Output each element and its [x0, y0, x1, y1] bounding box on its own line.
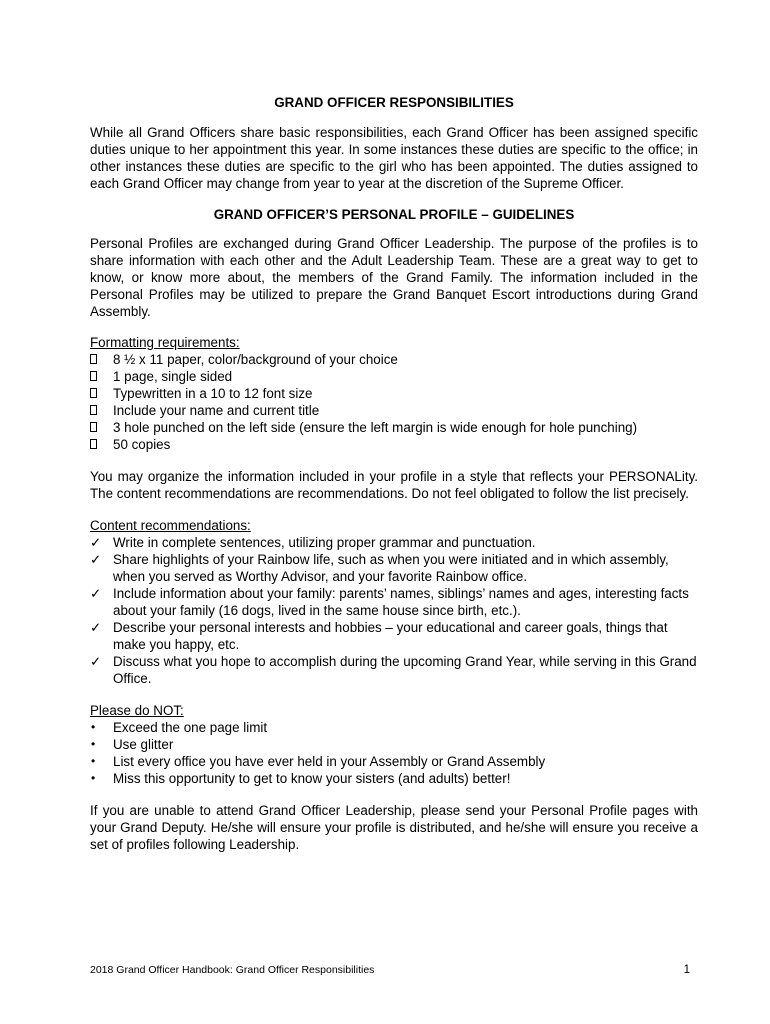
- list-item-text: 1 page, single sided: [113, 369, 233, 384]
- page-title: GRAND OFFICER RESPONSIBILITIES: [274, 95, 514, 110]
- checkmark-icon: ✓: [90, 620, 102, 635]
- do-not-list: [90, 719, 698, 787]
- list-item: [90, 585, 698, 619]
- checkmark-icon: ✓: [90, 552, 102, 567]
- list-item: [90, 436, 698, 453]
- list-item-text: Include information about your family: parents’ names, siblings’ names and ages, interesting facts about your family (16 dogs, lived in the same house since birth, etc.).: [113, 586, 689, 618]
- bullet-icon: •: [91, 771, 96, 785]
- list-item-text: Describe your personal interests and hobbies – your educational and career goals, things that make you happy, etc.: [113, 620, 668, 652]
- checkbox-square-icon: [90, 436, 108, 453]
- list-item-text: Typewritten in a 10 to 12 font size: [113, 386, 313, 401]
- page-footer: [90, 963, 698, 977]
- formatting-label: Formatting requirements:: [90, 335, 240, 350]
- bullet-icon: •: [91, 754, 96, 768]
- page-number: 1: [683, 964, 690, 976]
- list-item-text: 8 ½ x 11 paper, color/background of your choice: [113, 352, 398, 367]
- list-item-text: Include your name and current title: [113, 403, 320, 418]
- checkbox-square-icon: [90, 402, 108, 419]
- profile-paragraph: Personal Profiles are exchanged during Grand Officer Leadership. The purpose of the profiles is to share information with each other and the Adult Leadership Team. These are a great way to get to know, or know more about, the members of the Grand Family. The information included in the Personal Profiles may be utilized to prepare the Grand Banquet Escort introductions during Grand Assembly.: [90, 236, 698, 319]
- list-item: [90, 551, 698, 585]
- list-item: [90, 351, 698, 368]
- list-item-text: Share highlights of your Rainbow life, such as when you were initiated and in which assembly, when you served as Worthy Advisor, and your favorite Rainbow office.: [113, 552, 669, 584]
- list-item: [90, 736, 698, 753]
- list-item: [90, 619, 698, 653]
- checkbox-square-icon: [90, 368, 108, 385]
- checkmark-icon: ✓: [90, 535, 102, 550]
- content-section: [90, 517, 698, 687]
- list-item-text: 50 copies: [113, 437, 171, 452]
- list-item: [90, 402, 698, 419]
- list-item-text: 3 hole punched on the left side (ensure the left margin is wide enough for hole punching): [113, 420, 638, 435]
- checkmark-icon: ✓: [90, 586, 102, 601]
- list-item-text: Exceed the one page limit: [113, 720, 268, 735]
- list-item: [90, 770, 698, 787]
- checkbox-square-icon: [90, 419, 108, 436]
- list-item: [90, 653, 698, 687]
- list-item: [90, 753, 698, 770]
- do-not-label: Please do NOT:: [90, 703, 184, 718]
- bullet-icon: •: [91, 720, 96, 734]
- content-list: [90, 534, 698, 687]
- list-item-text: Miss this opportunity to get to know your sisters (and adults) better!: [113, 771, 511, 786]
- list-item: [90, 419, 698, 436]
- list-item: [90, 719, 698, 736]
- list-item-text: List every office you have ever held in your Assembly or Grand Assembly: [113, 754, 546, 769]
- intro-paragraph: While all Grand Officers share basic responsibilities, each Grand Officer has been assigned specific duties unique to her appointment this year. In some instances these duties are specific to the office; in other instances these duties are specific to the girl who has been appointed. The duties assigned to each Grand Officer may change from year to year at the discretion of the Supreme Officer.: [90, 125, 698, 191]
- content-label: Content recommendations:: [90, 518, 251, 533]
- bullet-icon: •: [91, 737, 96, 751]
- do-not-section: [90, 702, 698, 787]
- list-item: [90, 385, 698, 402]
- formatting-list: [90, 351, 698, 453]
- list-item-text: Use glitter: [113, 737, 174, 752]
- list-item-text: Discuss what you hope to accomplish during the upcoming Grand Year, while serving in this Grand Office.: [113, 654, 697, 686]
- profile-heading: GRAND OFFICER’S PERSONAL PROFILE – GUIDELINES: [213, 207, 575, 222]
- footer-text: 2018 Grand Officer Handbook: Grand Officer Responsibilities: [90, 964, 375, 976]
- closing-paragraph: If you are unable to attend Grand Officer Leadership, please send your Personal Profile pages with your Grand Deputy. He/she will ensure your profile is distributed, and he/she will ensure you receive a set of profiles following Leadership.: [90, 803, 698, 852]
- checkmark-icon: ✓: [90, 654, 102, 669]
- document-body: [90, 94, 698, 867]
- list-item: [90, 534, 698, 551]
- formatting-section: [90, 334, 698, 453]
- organize-paragraph: You may organize the information included in your profile in a style that reflects your PERSONALity. The content recommendations are recommendations. Do not feel obligated to follow the list precisely.: [90, 469, 698, 501]
- checkbox-square-icon: [90, 385, 108, 402]
- list-item: [90, 368, 698, 385]
- checkbox-square-icon: [90, 351, 108, 368]
- list-item-text: Write in complete sentences, utilizing proper grammar and punctuation.: [113, 535, 536, 550]
